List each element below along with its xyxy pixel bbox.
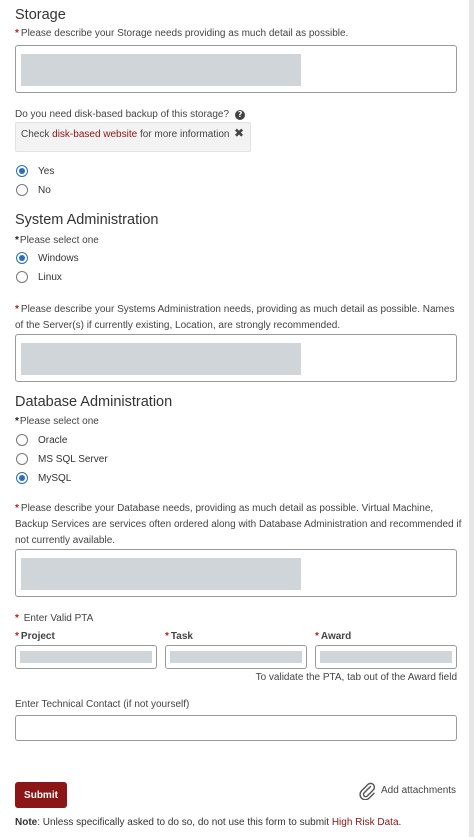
sysadmin-select-label: *Please select one (15, 235, 99, 246)
redacted-text (21, 343, 301, 375)
task-label: * Task (165, 631, 193, 642)
redacted-text (21, 54, 301, 86)
submit-button[interactable]: Submit (15, 782, 67, 808)
dbadmin-describe-label: * Please describe your Database needs, providing as much detail as possible. Virtual Machine, Backup Services are services often ordered along with Database Administration and recommended if not currently available. (15, 503, 462, 546)
required-marker: * (15, 235, 19, 246)
add-attachments-link[interactable] (357, 780, 456, 800)
project-label: * Project (15, 631, 55, 642)
required-marker: * (15, 613, 19, 624)
redacted-text (20, 651, 152, 663)
storage-describe-label: * Please describe your Storage needs providing as much detail as possible. (15, 28, 349, 39)
award-input[interactable] (315, 645, 457, 669)
footer-note: Note: Unless specifically asked to do so, do not use this form to submit High Risk Data. (15, 817, 402, 828)
technical-contact-label: Enter Technical Contact (if not yourself) (15, 699, 190, 710)
dbadmin-oracle-label: Oracle (38, 435, 68, 446)
sysadmin-description-textarea[interactable] (15, 334, 457, 382)
dbadmin-mssql-label: MS SQL Server (38, 454, 108, 465)
pta-label: * Enter Valid PTA (15, 613, 94, 624)
technical-contact-input[interactable] (15, 715, 457, 741)
add-attachments-label: Add attachments (381, 784, 457, 796)
redacted-text (170, 651, 302, 663)
disk-based-website-link[interactable]: disk-based website (52, 129, 138, 140)
dbadmin-mysql-label: MySQL (38, 473, 72, 484)
close-icon[interactable]: ✖ (234, 126, 245, 140)
required-marker: * (15, 28, 19, 39)
redacted-text (320, 651, 452, 663)
pta-hint: To validate the PTA, tab out of the Award field (255, 672, 457, 683)
backup-no-label: No (38, 185, 51, 196)
award-label: * Award (315, 631, 352, 642)
required-marker: * (15, 503, 19, 514)
dbadmin-description-textarea[interactable] (15, 549, 457, 597)
high-risk-data-link[interactable]: High Risk Data (331, 817, 399, 828)
storage-section-title: Storage (15, 7, 66, 23)
sysadmin-windows-radio[interactable] (16, 252, 28, 264)
task-input[interactable] (165, 645, 307, 669)
help-icon[interactable]: ? (235, 110, 245, 120)
sysadmin-section-title: System Administration (15, 212, 159, 228)
dbadmin-mysql-radio[interactable] (16, 472, 28, 484)
required-marker: * (15, 304, 19, 315)
backup-no-radio[interactable] (16, 184, 28, 196)
dbadmin-select-label: *Please select one (15, 416, 99, 427)
sysadmin-linux-label: Linux (38, 272, 62, 283)
storage-description-textarea[interactable] (15, 45, 457, 93)
paperclip-icon (357, 780, 377, 800)
backup-info-text: Check disk-based website for more information (21, 129, 230, 140)
backup-question-label: Do you need disk-based backup of this storage? ? (15, 109, 245, 120)
scrollbar-track[interactable] (469, 0, 474, 837)
backup-yes-label: Yes (38, 166, 55, 177)
dbadmin-section-title: Database Administration (15, 394, 173, 410)
dbadmin-oracle-radio[interactable] (16, 434, 28, 446)
sysadmin-linux-radio[interactable] (16, 271, 28, 283)
required-marker: * (315, 631, 319, 642)
required-marker: * (15, 631, 19, 642)
required-marker: * (165, 631, 169, 642)
backup-yes-radio[interactable] (16, 165, 28, 177)
redacted-text (21, 558, 301, 590)
sysadmin-windows-label: Windows (38, 253, 79, 264)
required-marker: * (15, 416, 19, 427)
dbadmin-mssql-radio[interactable] (16, 453, 28, 465)
project-input[interactable] (15, 645, 157, 669)
backup-info-box (15, 122, 251, 152)
sysadmin-describe-label: * Please describe your Systems Administration needs, providing as much detail as possible. Names of the Server(s) if currently existing, Location, are strongly recommended. (15, 304, 455, 331)
